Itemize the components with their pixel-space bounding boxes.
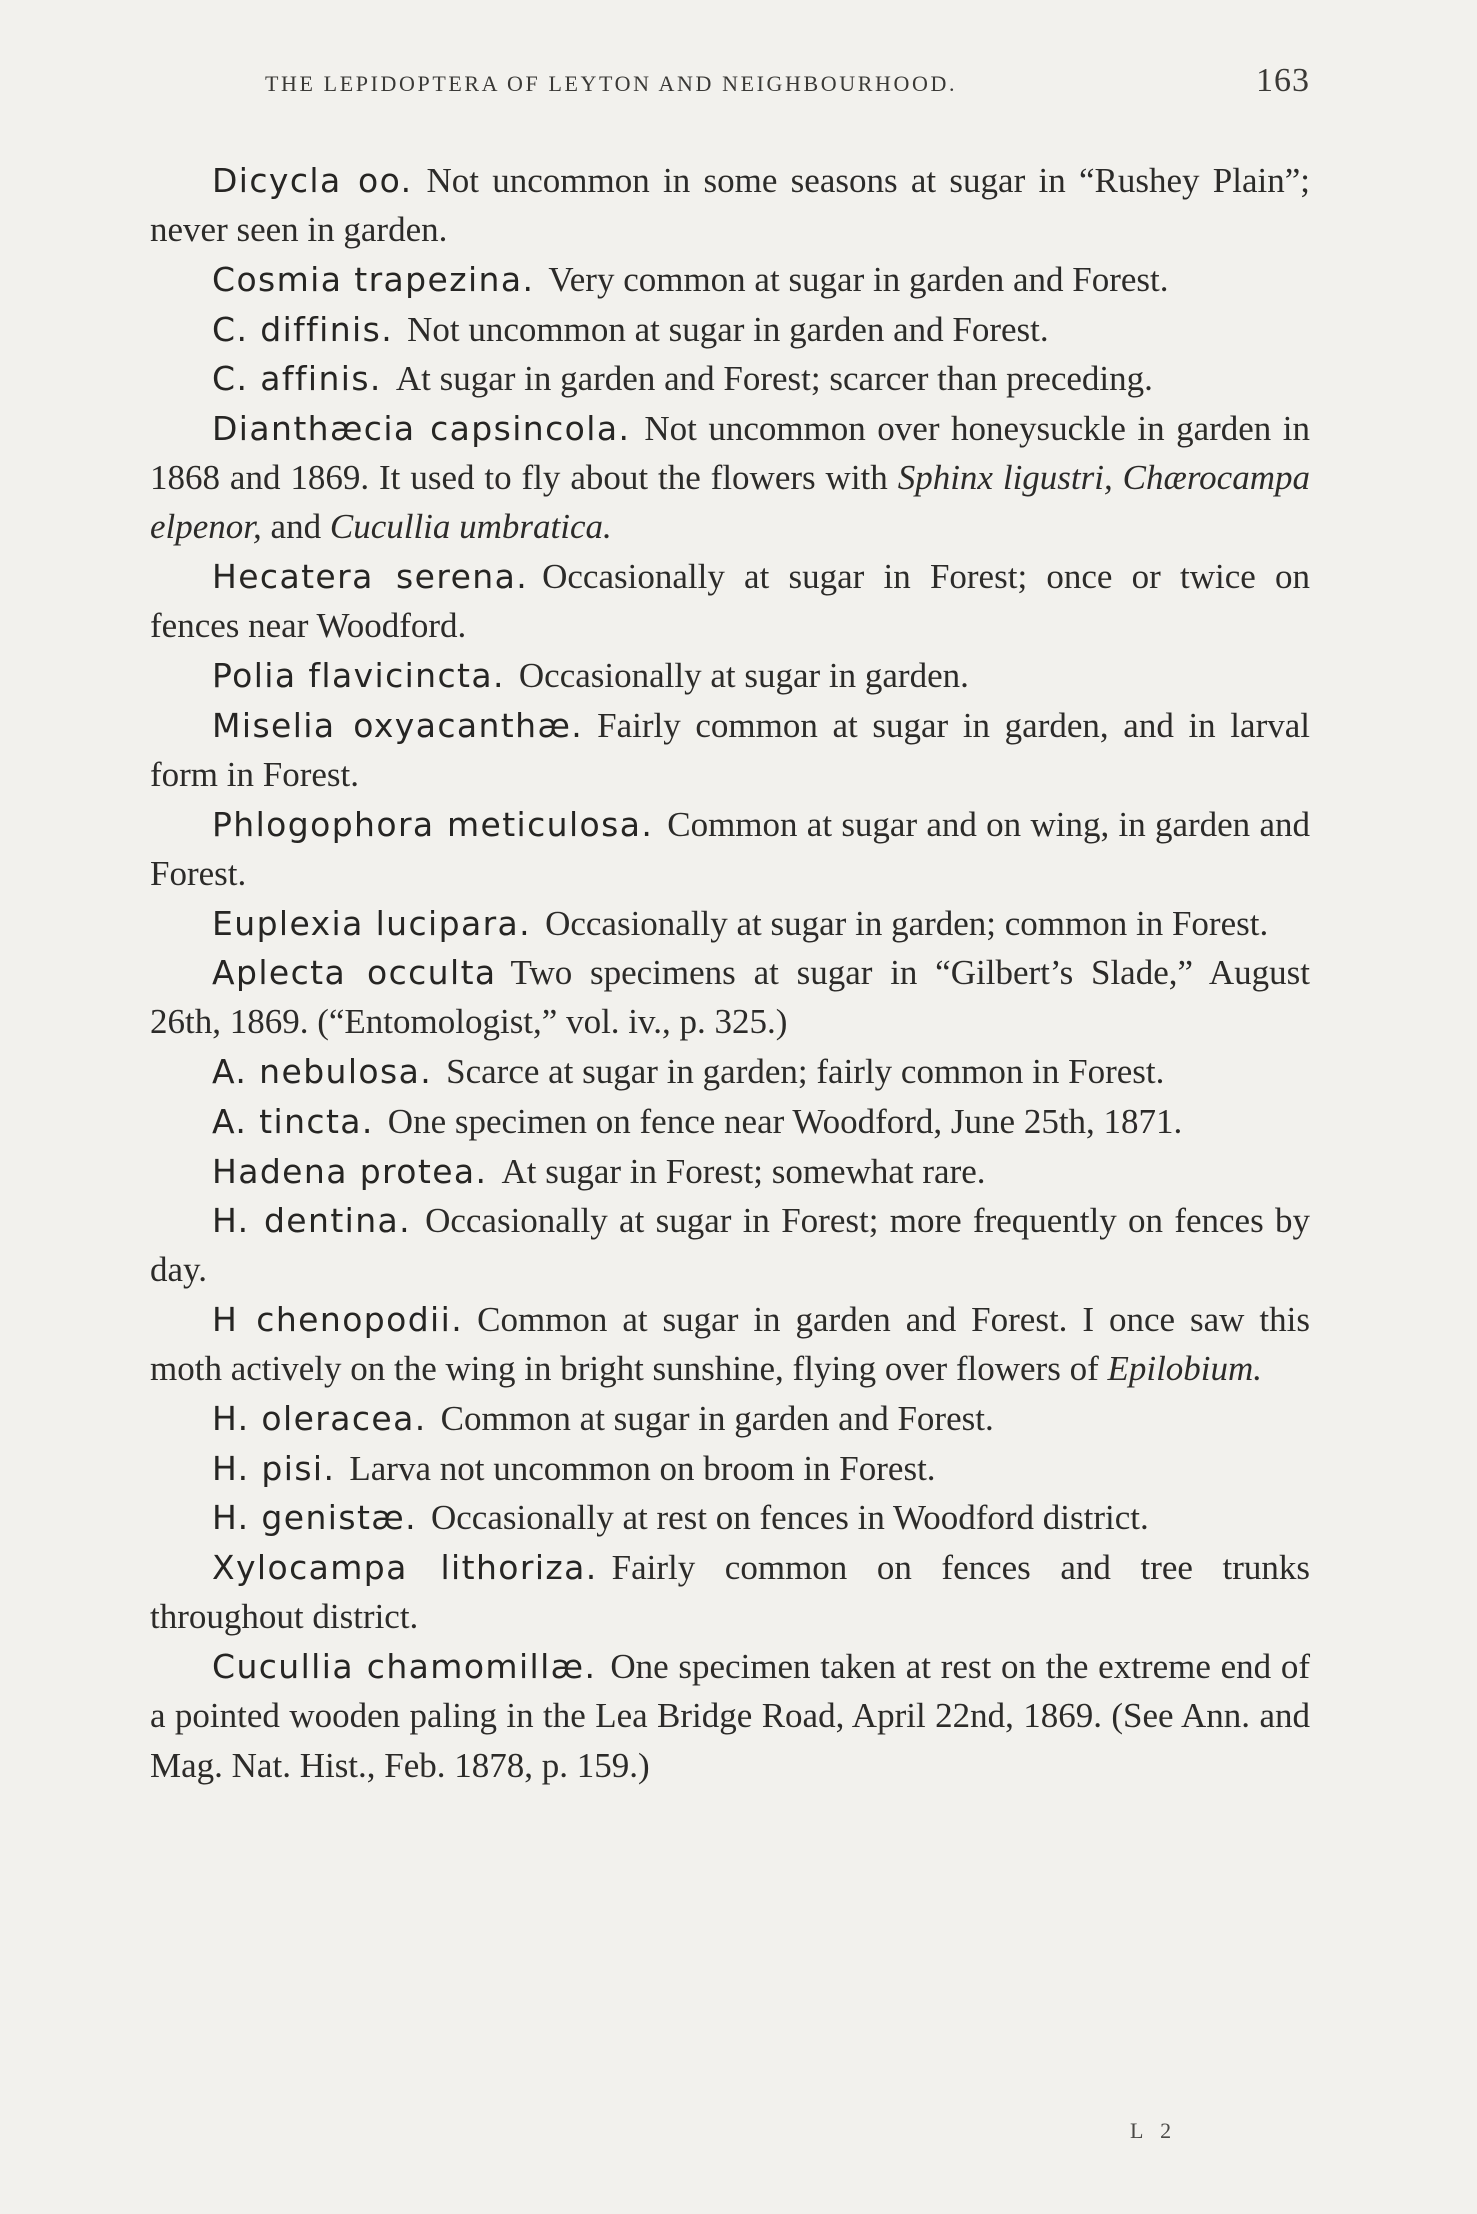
species-name: C. affinis. <box>212 359 382 399</box>
species-entry <box>150 1295 1310 1394</box>
species-entry <box>150 1047 1310 1097</box>
species-name: H. oleracea. <box>212 1399 427 1439</box>
italic-species-ref: Chærocampa elpenor, <box>150 458 1310 547</box>
species-note: Occasionally at sugar in Forest; more frequently on fences by day. <box>150 1201 1310 1290</box>
species-name: H. pisi. <box>212 1448 336 1488</box>
species-entry <box>150 1196 1310 1295</box>
species-entry <box>150 1147 1310 1197</box>
species-entry <box>150 948 1310 1047</box>
species-note: Common at sugar in garden and Forest. I once saw this moth actively on the wing in bright sunshine, flying over flowers of <box>150 1300 1310 1389</box>
species-note-conjunction: and <box>270 507 322 547</box>
species-list <box>150 156 1310 1790</box>
species-entry <box>150 404 1310 552</box>
species-note: Not uncommon at sugar in garden and Forest. <box>407 309 1049 349</box>
species-name: Hecatera serena. <box>212 557 529 597</box>
species-entry <box>150 1097 1310 1147</box>
italic-species-ref: Epilobium. <box>1107 1349 1263 1389</box>
species-name: H chenopodii. <box>212 1300 464 1340</box>
italic-species-ref: Sphinx ligustri, <box>897 458 1113 498</box>
species-entry <box>150 1543 1310 1642</box>
species-name: Cucullia chamomillæ. <box>212 1647 597 1687</box>
species-name: C. diffinis. <box>212 309 394 349</box>
species-name: A. nebulosa. <box>212 1052 433 1092</box>
species-note: Common at sugar in garden and Forest. <box>440 1399 994 1439</box>
species-note: Two specimens at sugar in “Gilbert’s Slade,” August 26th, 1869. (“Entomologist,” vol. iv., p. 325.) <box>150 953 1310 1042</box>
species-entry <box>150 701 1310 800</box>
species-note: Occasionally at sugar in garden. <box>518 656 969 696</box>
species-note: Not uncommon over honeysuckle in garden in 1868 and 1869. It used to fly about the flowers with <box>150 409 1311 498</box>
species-note: Not uncommon in some seasons at sugar in “Rushey Plain”; never seen in garden. <box>150 161 1310 250</box>
species-note: One specimen on fence near Woodford, June 25th, 1871. <box>387 1101 1183 1141</box>
species-name: Polia flavicincta. <box>212 656 505 696</box>
species-entry <box>150 552 1310 651</box>
species-note: Very common at sugar in garden and Forest. <box>548 259 1169 299</box>
species-note: Common at sugar and on wing, in garden and Forest. <box>150 804 1310 893</box>
species-note: Occasionally at rest on fences in Woodford district. <box>430 1498 1149 1538</box>
species-entry <box>150 1493 1310 1543</box>
species-entry <box>150 1444 1310 1494</box>
species-name: Miselia oxyacanthæ. <box>212 705 584 745</box>
species-name: Xylocampa lithoriza. <box>212 1548 598 1588</box>
species-name: Euplexia lucipara. <box>212 903 532 943</box>
species-note: At sugar in Forest; somewhat rare. <box>501 1151 986 1191</box>
species-name: Dicycla oo. <box>212 161 413 200</box>
species-note: Occasionally at sugar in garden; common in Forest. <box>545 903 1269 943</box>
species-name: Hadena protea. <box>212 1151 488 1191</box>
page-body <box>150 62 1310 1790</box>
species-note: Occasionally at sugar in Forest; once or twice on fences near Woodford. <box>150 557 1310 646</box>
species-note: Fairly common at sugar in garden, and in larval form in Forest. <box>150 705 1310 794</box>
species-entry <box>150 1394 1310 1444</box>
species-name: Phlogophora meticulosa. <box>212 804 654 844</box>
species-entry <box>150 651 1310 701</box>
signature-mark: L 2 <box>1130 2118 1178 2143</box>
species-note: One specimen taken at rest on the extreme end of a pointed wooden paling in the Lea Bridge Road, April 22nd, 1869. (See Ann. and Mag. Nat. Hist., Feb. 1878, p. 159.) <box>150 1647 1310 1785</box>
page-header <box>150 62 1310 132</box>
species-entry <box>150 255 1310 305</box>
species-name: Cosmia trapezina. <box>212 259 535 299</box>
running-head: THE LEPIDOPTERA OF LEYTON AND NEIGHBOURHOOD. <box>265 71 958 96</box>
italic-species-ref: Cucullia umbratica. <box>329 507 612 547</box>
species-name: H. genistæ. <box>212 1498 417 1538</box>
page-number: 163 <box>1256 62 1310 99</box>
species-note: Fairly common on fences and tree trunks throughout district. <box>150 1548 1310 1637</box>
species-note: Scarce at sugar in garden; fairly common in Forest. <box>446 1052 1165 1092</box>
species-entry <box>150 354 1310 404</box>
species-name: Aplecta occulta <box>212 953 497 993</box>
species-entry <box>150 305 1310 355</box>
species-note: Larva not uncommon on broom in Forest. <box>349 1448 936 1488</box>
species-entry <box>150 800 1310 899</box>
species-entry <box>150 1642 1310 1790</box>
species-entry <box>150 156 1310 255</box>
species-name: Dianthæcia capsincola. <box>212 409 631 449</box>
species-name: H. dentina. <box>212 1201 412 1241</box>
species-note: At sugar in garden and Forest; scarcer than preceding. <box>395 359 1153 399</box>
species-name: A. tincta. <box>212 1101 374 1141</box>
species-entry <box>150 899 1310 949</box>
